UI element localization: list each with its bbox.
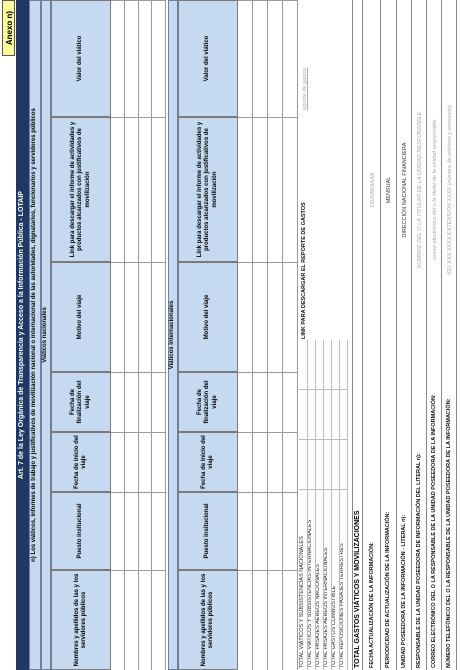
total-viaticos-internacionales: TOTAL VIÁTICOS Y SUBSISTENCIAS INTERNACIONALES bbox=[307, 519, 313, 668]
link-gastos-label: LINK PARA DESCARGAR EL REPORTE DE GASTOS bbox=[301, 202, 307, 339]
fecha-actualizacion-label: FECHA ACTUALIZACIÓN DE LA INFORMACIÓN: bbox=[369, 542, 375, 668]
info-block bbox=[365, 0, 458, 670]
table-row bbox=[253, 0, 268, 670]
table-cell[interactable] bbox=[283, 432, 298, 492]
table-cell[interactable] bbox=[139, 492, 153, 570]
table-cell[interactable] bbox=[253, 492, 268, 570]
periodicidad-value: MENSUAL bbox=[386, 176, 392, 204]
telefono-value: (02) XXX XXXX EXTENSIÓN XXXX (número de teléfono y extensión) bbox=[447, 105, 453, 275]
column-header: Nombres y apellidos de las y los servidores públicos bbox=[178, 570, 238, 670]
column-header: Puesto insitucional bbox=[178, 492, 238, 570]
table-cell[interactable] bbox=[283, 372, 298, 432]
telefono-label: NÚMERO TELEFÓNICO DEL O LA RESPONSABLE DE LA UNIDAD POSEEDORA DE LA INFORMACIÓN: bbox=[446, 398, 452, 668]
column-header: Nombres y apellidos de las y los servidores públicos bbox=[51, 570, 111, 670]
table-cell[interactable] bbox=[238, 570, 253, 670]
table-cell[interactable] bbox=[253, 0, 268, 117]
table-cell[interactable] bbox=[268, 117, 283, 262]
page-title: Art. 7 de la Ley Orgánica de Transparencia y Acceso a la Información Pública - LOTAIP bbox=[16, 0, 29, 670]
total-gastos-combustible: TOTAL GASTOS COMBUSTIBLE bbox=[331, 585, 337, 668]
anexo-badge: Anexo n) bbox=[2, 0, 15, 56]
table-row bbox=[152, 0, 166, 670]
column-header: Valor del viático bbox=[178, 0, 238, 117]
data-rows-nacionales bbox=[111, 0, 166, 670]
section-nacionales: Viáticos nacionales bbox=[41, 0, 51, 670]
table-cell[interactable] bbox=[238, 372, 253, 432]
total-gastos-label: TOTAL GASTOS VIÁTICOS Y MOVILIZACIONES bbox=[354, 510, 361, 668]
table-cell[interactable] bbox=[111, 372, 125, 432]
page-subtitle: n) Los viáticos, informes de trabajo y justificativos de movilización nacional o internacional de las autoridades, dignatarios, funcionarios y servidores públicos bbox=[29, 0, 41, 670]
total-gastos-row bbox=[352, 0, 363, 670]
correo-value: correo electrónico del o la titular de la unidad responsable bbox=[432, 119, 438, 261]
table-cell[interactable] bbox=[152, 0, 166, 117]
table-row bbox=[139, 0, 153, 670]
table-cell[interactable] bbox=[253, 117, 268, 262]
table-cell[interactable] bbox=[152, 372, 166, 432]
table-cell[interactable] bbox=[238, 117, 253, 262]
table-cell[interactable] bbox=[283, 262, 298, 372]
table-cell[interactable] bbox=[152, 262, 166, 372]
column-header: Link para descargar el informe de actividades y productos alcanzados con justificativos de movilización bbox=[51, 117, 111, 262]
total-pasajes-internacionales: TOTAL PASAJES AÉREOS INTERNACIONALES bbox=[323, 547, 329, 668]
total-pasajes-nacionales: TOTAL PASAJES AÉREOS NACIONALES bbox=[315, 563, 321, 668]
table-cell[interactable] bbox=[111, 262, 125, 372]
table-cell[interactable] bbox=[268, 0, 283, 117]
table-row bbox=[283, 0, 298, 670]
table-cell[interactable] bbox=[268, 262, 283, 372]
table-cell[interactable] bbox=[125, 570, 139, 670]
unidad-poseedora-value: DIRECCIÓN NACIONAL FINANCIERA bbox=[402, 142, 408, 238]
table-cell[interactable] bbox=[268, 570, 283, 670]
unidad-poseedora-label: UNIDAD POSEEDORA DE LA INFORMACIÓN - LITERAL n): bbox=[401, 514, 407, 668]
table-cell[interactable] bbox=[253, 432, 268, 492]
table-row bbox=[111, 0, 125, 670]
table-cell[interactable] bbox=[139, 372, 153, 432]
table-cell[interactable] bbox=[238, 432, 253, 492]
table-cell[interactable] bbox=[111, 492, 125, 570]
table-cell[interactable] bbox=[139, 117, 153, 262]
column-header: Puesto insitucional bbox=[51, 492, 111, 570]
table-row bbox=[268, 0, 283, 670]
link-gastos-value[interactable]: reporte de gastos bbox=[302, 67, 308, 111]
table-cell[interactable] bbox=[111, 432, 125, 492]
column-header: Motivo del viaje bbox=[178, 262, 238, 372]
total-viaticos-nacionales: TOTAL VIÁTICOS Y SUBSISTENCIAS NACIONALES bbox=[299, 536, 305, 668]
column-header: Fecha de inicio del viaje bbox=[51, 432, 111, 492]
table-cell[interactable] bbox=[125, 492, 139, 570]
column-header: Valor del viático bbox=[51, 0, 111, 117]
table-cell[interactable] bbox=[111, 0, 125, 117]
table-cell[interactable] bbox=[125, 432, 139, 492]
header-row-internacionales bbox=[178, 0, 238, 670]
data-rows-internacionales bbox=[238, 0, 298, 670]
column-header: Link para descargar el informe de actividades y productos alcanzados con justificativos de movilización bbox=[178, 117, 238, 262]
table-cell[interactable] bbox=[283, 570, 298, 670]
table-cell[interactable] bbox=[139, 0, 153, 117]
table-cell[interactable] bbox=[125, 0, 139, 117]
table-cell[interactable] bbox=[283, 0, 298, 117]
totals-block bbox=[299, 340, 355, 670]
table-cell[interactable] bbox=[152, 432, 166, 492]
column-header: Motivo del viaje bbox=[51, 262, 111, 372]
table-cell[interactable] bbox=[125, 372, 139, 432]
table-cell[interactable] bbox=[238, 492, 253, 570]
table-cell[interactable] bbox=[238, 0, 253, 117]
table-row bbox=[125, 0, 139, 670]
table-cell[interactable] bbox=[152, 570, 166, 670]
responsable-label: RESPONSABLE DE LA UNIDAD POSEEDORA DE INFORMACIÓN DEL LITERAL n): bbox=[416, 453, 422, 668]
table-cell[interactable] bbox=[111, 570, 125, 670]
column-header: Fecha de finalización del viaje bbox=[178, 372, 238, 432]
table-cell[interactable] bbox=[125, 262, 139, 372]
column-header: Fecha de inicio del viaje bbox=[178, 432, 238, 492]
table-row bbox=[238, 0, 253, 670]
table-cell[interactable] bbox=[253, 570, 268, 670]
table-cell[interactable] bbox=[268, 492, 283, 570]
table-cell[interactable] bbox=[253, 262, 268, 372]
table-cell[interactable] bbox=[238, 262, 253, 372]
column-header: Fecha de finalización del viaje bbox=[51, 372, 111, 432]
table-cell[interactable] bbox=[268, 432, 283, 492]
table-cell[interactable] bbox=[125, 117, 139, 262]
table-cell[interactable] bbox=[283, 492, 298, 570]
table-cell[interactable] bbox=[139, 262, 153, 372]
table-cell[interactable] bbox=[152, 492, 166, 570]
header-row-nacionales bbox=[51, 0, 111, 670]
table-cell[interactable] bbox=[139, 570, 153, 670]
table-cell[interactable] bbox=[152, 117, 166, 262]
table-cell[interactable] bbox=[111, 117, 125, 262]
total-reposiciones-terrestres: TOTAL REPOSICIONES PASAJES TERRESTRES bbox=[339, 543, 345, 668]
table-cell[interactable] bbox=[283, 117, 298, 262]
fecha-actualizacion-value: DD/MM/AAAA bbox=[370, 172, 376, 208]
table-cell[interactable] bbox=[139, 432, 153, 492]
correo-label: CORREO ELECTRÓNICO DEL O LA RESPONSABLE DE LA UNIDAD POSEEDORA DE LA INFORMACIÓN: bbox=[431, 394, 437, 668]
periodicidad-label: PERIODICIDAD DE ACTUALIZACIÓN DE LA INFORMACIÓN: bbox=[385, 511, 391, 668]
responsable-value: NOMBRE DEL O LA TITULAR DE LA UNIDAD RESPONSABLE bbox=[417, 111, 423, 269]
table-cell[interactable] bbox=[268, 372, 283, 432]
table-cell[interactable] bbox=[253, 372, 268, 432]
section-internacionales: Viáticos internacionales bbox=[168, 0, 178, 670]
